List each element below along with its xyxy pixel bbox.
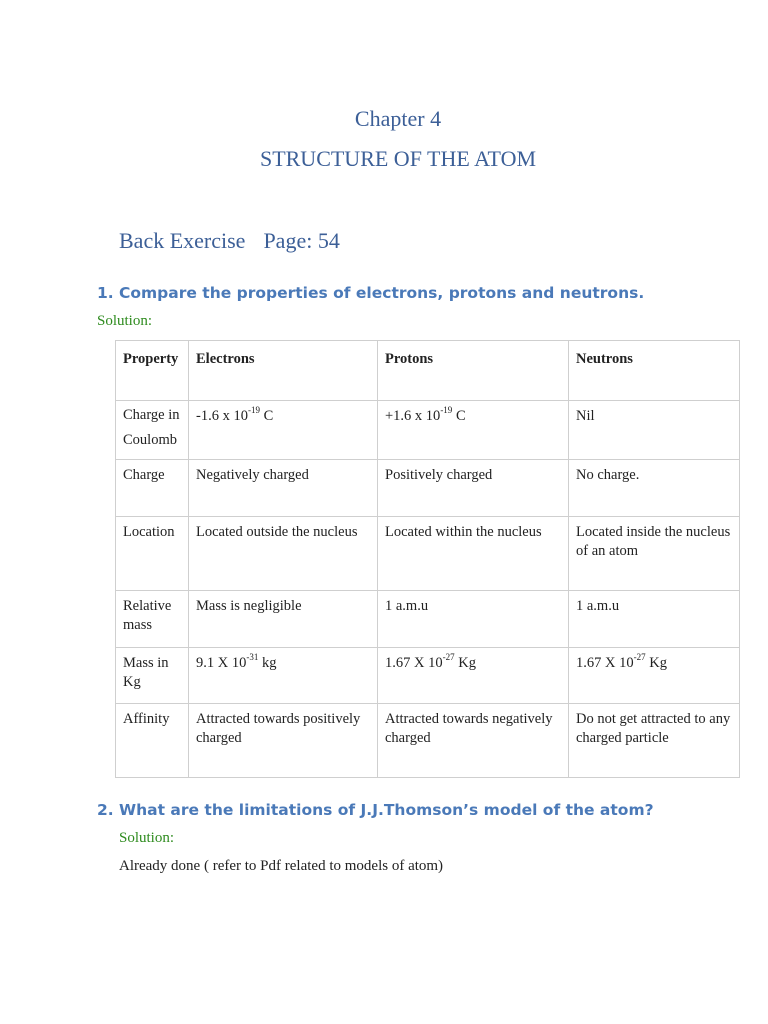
question-1 [97,284,644,302]
table-cell: Attracted towards positively charged [189,704,378,778]
table-cell: Do not get attracted to any charged particle [569,704,740,778]
question-2 [97,801,654,819]
table-cell: 1 a.m.u [569,591,740,648]
exponent: -31 [246,652,259,662]
table-cell [189,401,378,460]
properties-table [115,340,740,778]
table-cell [189,648,378,704]
exponent: -19 [440,405,453,415]
table-cell: Relative mass [116,591,189,648]
answer-2-text: Already done ( refer to Pdf related to models of atom) [119,858,444,874]
cell-value: +1.6 x 10 [385,408,441,424]
solution-2-label: Solution: [119,830,175,846]
table-header-row [116,341,740,401]
question-2-text: What are the limitations of J.J.Thomson’s model of the atom? [119,801,654,819]
unit: kg [258,655,277,671]
chapter-title: STRUCTURE OF THE ATOM [259,146,537,171]
table-cell: Located outside the nucleus [189,517,378,591]
question-1-text: Compare the properties of electrons, protons and neutrons. [119,284,645,302]
table-cell [569,648,740,704]
table-cell: Attracted towards negatively charged [378,704,569,778]
unit: Kg [454,655,476,671]
page-label: Page: 54 [263,228,340,253]
table-row [116,591,740,648]
table-cell: Location [116,517,189,591]
table-cell: Mass is negligible [189,591,378,648]
chapter-heading: Chapter 4 [354,106,442,131]
table-cell: Mass in Kg [116,648,189,704]
table-cell: Negatively charged [189,460,378,517]
table-cell: Located inside the nucleus of an atom [569,517,740,591]
table-row [116,460,740,517]
exponent: -19 [247,405,260,415]
table-cell: Located within the nucleus [378,517,569,591]
header-cell: Neutrons [569,341,740,401]
cell-value: -1.6 x 10 [196,408,248,424]
unit: Kg [645,655,667,671]
table-cell: No charge. [569,460,740,517]
solution-1-label: Solution: [97,313,153,329]
unit: C [452,408,466,424]
table-cell [378,401,569,460]
table-cell: 1 a.m.u [378,591,569,648]
table-cell: Nil [569,401,740,460]
exercise-heading [119,228,340,254]
unit: C [259,408,274,424]
table-cell: Affinity [116,704,189,778]
cell-value: 1.67 X 10 [576,655,634,671]
table-cell: Charge [116,460,189,517]
table-cell [378,648,569,704]
table-row [116,517,740,591]
question-2-number: 2. [97,801,114,819]
exponent: -27 [442,652,455,662]
table-row [116,648,740,704]
table-row [116,401,740,460]
question-1-number: 1. [97,284,114,302]
table-cell: Charge in Coulomb [116,401,189,460]
exercise-label: Back Exercise [119,228,246,253]
cell-value: 9.1 X 10 [196,655,247,671]
exponent: -27 [633,652,646,662]
cell-value: 1.67 X 10 [385,655,443,671]
table-cell: Positively charged [378,460,569,517]
header-cell: Property [116,341,189,401]
header-cell: Electrons [189,341,378,401]
table-row [116,704,740,778]
header-cell: Protons [378,341,569,401]
